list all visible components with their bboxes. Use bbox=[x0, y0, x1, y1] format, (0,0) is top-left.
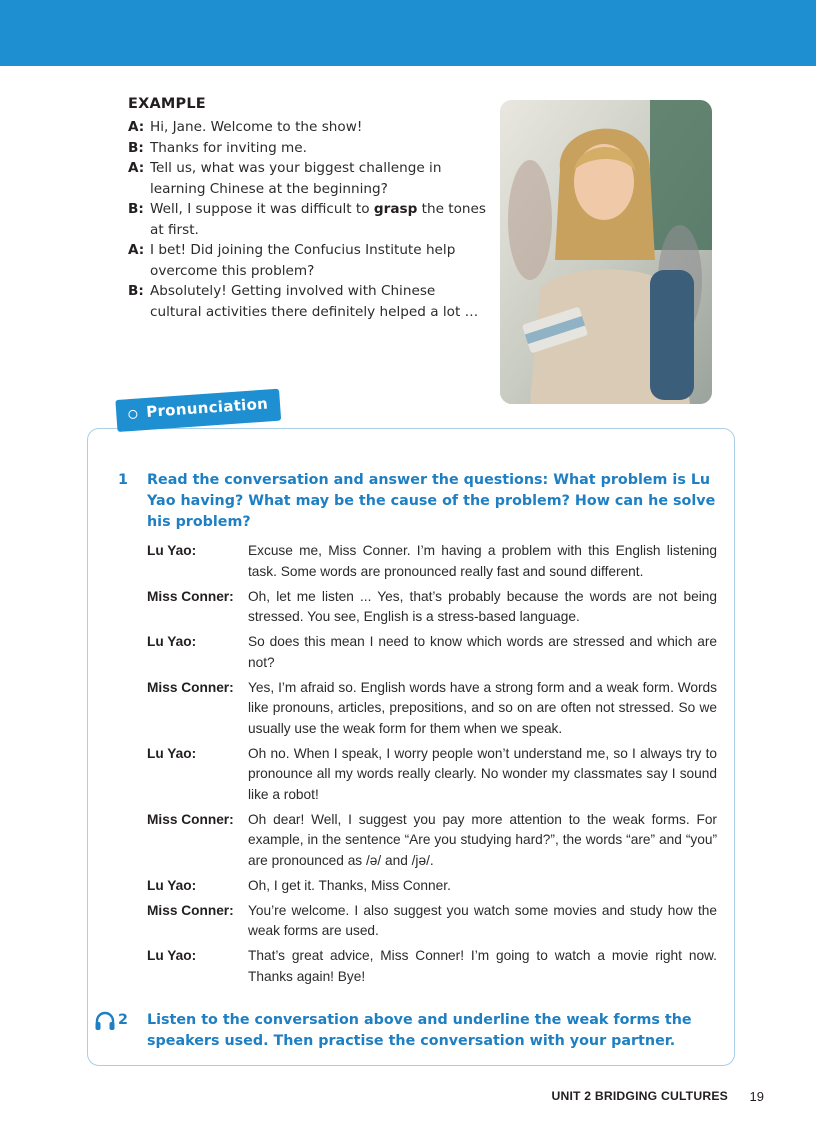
dialogue-speaker: Miss Conner: bbox=[147, 811, 234, 827]
dialogue-speaker: Lu Yao: bbox=[147, 948, 197, 963]
page-footer bbox=[0, 1089, 816, 1109]
example-line bbox=[128, 240, 488, 281]
dialogue-line bbox=[147, 744, 717, 806]
page-number: 19 bbox=[749, 1089, 764, 1104]
dialogue-line bbox=[147, 587, 717, 628]
question-number: 1 bbox=[118, 472, 128, 488]
dialogue-line bbox=[147, 810, 717, 872]
dialogue-line bbox=[147, 946, 717, 987]
dialogue-speaker: Lu Yao: bbox=[147, 634, 197, 649]
question-2 bbox=[118, 1010, 728, 1052]
example-text: Thanks for inviting me. bbox=[150, 139, 307, 156]
example-line bbox=[128, 281, 488, 322]
top-color-band bbox=[0, 0, 816, 66]
example-speaker: B: bbox=[128, 139, 144, 156]
example-line bbox=[128, 158, 488, 199]
example-line bbox=[128, 199, 488, 240]
example-text: Hi, Jane. Welcome to the show! bbox=[150, 119, 363, 135]
dialogue-speaker: Miss Conner: bbox=[147, 679, 234, 695]
dialogue-text: That’s great advice, Miss Conner! I’m going to watch a movie right now. Thanks again! Bye! bbox=[248, 948, 717, 984]
example-text: Tell us, what was your biggest challenge in learning Chinese at the beginning? bbox=[150, 160, 442, 197]
dialogue-speaker: Miss Conner: bbox=[147, 902, 234, 918]
dialogue-text: Oh, I get it. Thanks, Miss Conner. bbox=[248, 877, 451, 893]
dialogue-line bbox=[147, 632, 717, 673]
headphones-icon bbox=[95, 1011, 115, 1031]
student-illustration bbox=[500, 100, 712, 404]
dialogue-text: Oh dear! Well, I suggest you pay more attention to the weak forms. For example, in the sentence “Are you studying hard?”, the words “are” and “you” are pronounced as /ə/ and /jə/. bbox=[248, 811, 717, 868]
dialogue-speaker: Lu Yao: bbox=[147, 745, 197, 761]
example-dialogue bbox=[128, 96, 488, 322]
dialogue-text: Oh, let me listen ... Yes, that’s probably because the words are not being stressed. You see, English is a stress-based language. bbox=[248, 588, 717, 624]
example-line bbox=[128, 117, 488, 138]
dialogue-text: Yes, I’m afraid so. English words have a strong form and a weak form. Words like pronouns, articles, prepositions, and so on are often not stressed. So we usually use the weak form for them when we speak. bbox=[248, 679, 717, 736]
dialogue-speaker: Lu Yao: bbox=[147, 877, 197, 893]
dialogue-text: You’re welcome. I also suggest you watch some movies and study how the weak forms are used. bbox=[248, 902, 717, 938]
example-text bbox=[150, 199, 488, 240]
section-title: Pronunciation bbox=[145, 394, 269, 421]
example-speaker: B: bbox=[128, 201, 144, 217]
example-speaker: A: bbox=[128, 119, 145, 135]
dialogue-line bbox=[147, 541, 717, 582]
dialogue-speaker: Miss Conner: bbox=[147, 588, 234, 604]
unit-title: UNIT 2 BRIDGING CULTURES bbox=[551, 1089, 728, 1103]
dialogue-line bbox=[147, 678, 717, 740]
dialogue-line bbox=[147, 901, 717, 942]
dialogue-text: Oh no. When I speak, I worry people won’t understand me, so I always try to pronounce all my words really clearly. No wonder my classmates say I sound like a robot! bbox=[248, 745, 717, 802]
question-1 bbox=[118, 470, 728, 533]
student-photo bbox=[500, 100, 712, 404]
example-line bbox=[128, 138, 488, 159]
example-speaker: A: bbox=[128, 160, 145, 176]
question-text: Read the conversation and answer the questions: What problem is Lu Yao having? What may be the cause of the problem? How can he solve his problem? bbox=[147, 472, 716, 530]
dialogue-line bbox=[147, 876, 717, 897]
example-speaker: A: bbox=[128, 242, 145, 258]
example-text: Absolutely! Getting involved with Chinese cultural activities there definitely helped a lot … bbox=[150, 283, 479, 320]
example-text: I bet! Did joining the Confucius Institute help overcome this problem? bbox=[150, 242, 456, 279]
example-title: EXAMPLE bbox=[128, 96, 206, 112]
dialogue-text: So does this mean I need to know which words are stressed and which are not? bbox=[248, 634, 717, 670]
dialogue-speaker: Lu Yao: bbox=[147, 543, 197, 558]
question-number: 2 bbox=[118, 1012, 128, 1028]
conversation bbox=[147, 541, 717, 992]
example-speaker: B: bbox=[128, 283, 144, 299]
example-bold-word: grasp bbox=[373, 201, 418, 217]
dialogue-text: Excuse me, Miss Conner. I’m having a problem with this English listening task. Some words are pronounced really fast and sound different. bbox=[248, 543, 717, 579]
example-text-before: Well, I suppose it was difficult to bbox=[150, 201, 374, 217]
example-text-after: the tones at first. bbox=[150, 201, 486, 238]
question-text: Listen to the conversation above and underline the weak forms the speakers used. Then practise the conversation with your partner. bbox=[147, 1012, 692, 1049]
